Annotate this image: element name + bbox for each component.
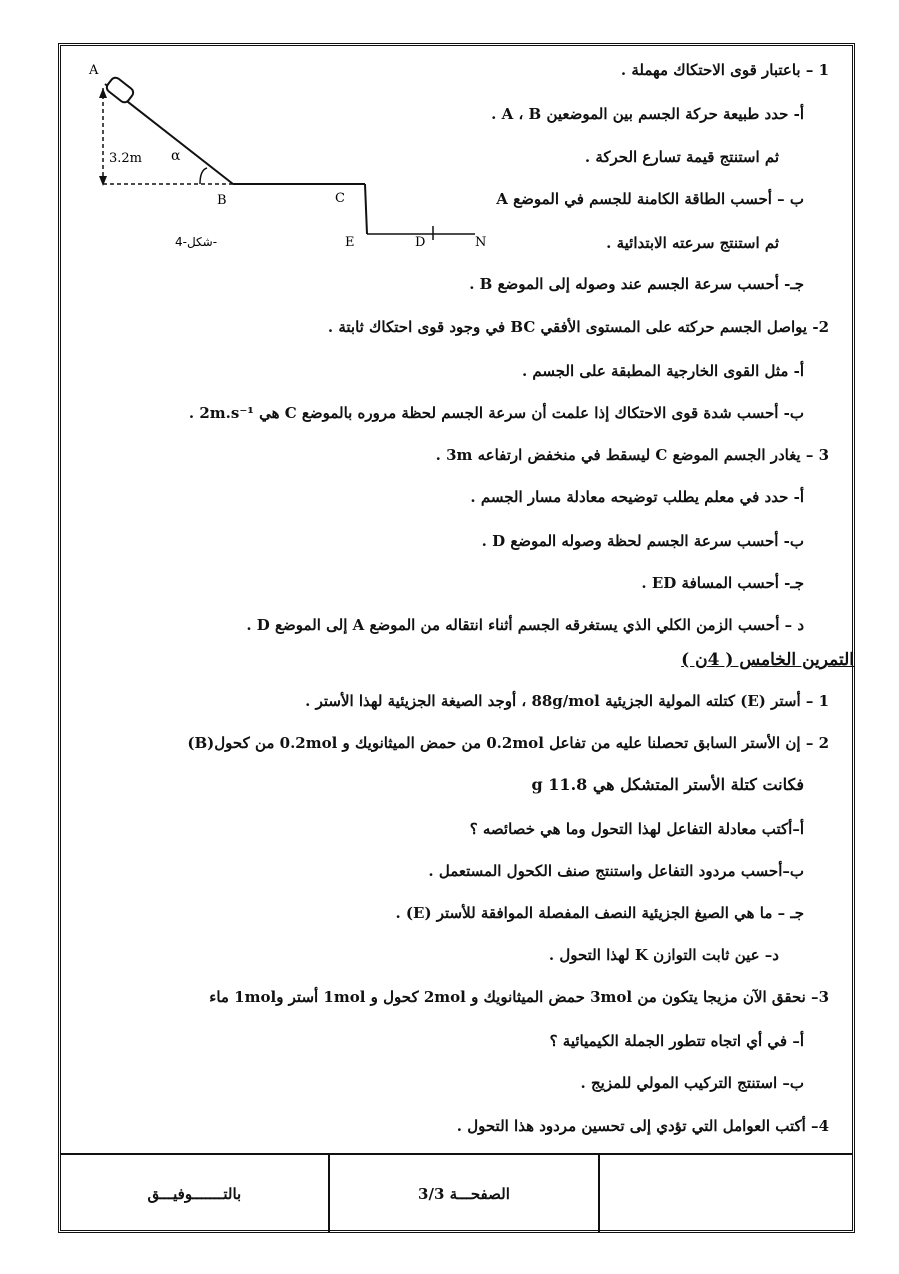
ex5-q2: 2 – إن الأستر السابق تحصلنا عليه من تفاعل 0.2mol من حمض الميثانويك و 0.2mol من كحول(B) [187, 734, 829, 752]
q3c: جـ- أحسب المسافة ED . [641, 574, 804, 592]
label-alpha: α [171, 148, 181, 164]
angle-arc [200, 168, 207, 184]
q1c: جـ- أحسب سرعة الجسم عند وصوله إلى الموضع B . [469, 275, 804, 293]
ex5-q3a: أ– في أي اتجاه تتطور الجملة الكيميائية ؟ [549, 1032, 804, 1050]
q3b: ب- أحسب سرعة الجسم لحظة وصوله الموضع D . [481, 532, 804, 550]
q1-header: 1 – باعتبار قوى الاحتكاك مهملة . [620, 61, 829, 79]
ex5-q3b: ب– استنتج التركيب المولي للمزيج . [580, 1074, 804, 1092]
ex5-q2a: أ–أكتب معادلة التفاعل لهذا التحول وما هي خصائصه ؟ [469, 820, 804, 838]
label-a: A [89, 63, 99, 78]
q3a: أ- حدد في معلم يطلب توضيحه معادلة مسار الجسم . [470, 488, 804, 506]
ex5-q3: 3– نحقق الآن مزيجا يتكون من 3mol حمض الميثانويك و 2mol كحول و 1mol أستر و1mol ماء [209, 988, 829, 1006]
footer-closing: بالتـــــــوفيـــق [147, 1184, 242, 1203]
inclined-plane-figure [85, 58, 505, 258]
section-title: التمرين الخامس ( 4ن ) [681, 650, 854, 670]
ex5-q2b: ب–أحسب مردود التفاعل واستنتج صنف الكحول المستعمل . [428, 862, 804, 880]
label-height: 3.2m [109, 151, 143, 166]
label-n: N [475, 235, 487, 250]
ex5-q2-mass: فكانت كتلة الأستر المتشكل هي 11.8 g [531, 775, 804, 794]
q3-header: 3 – يغادر الجسم الموضع C ليسقط في منخفض ارتفاعه 3m . [435, 446, 829, 464]
q3d: د – أحسب الزمن الكلي الذي يستغرقه الجسم أثناء انتقاله من الموضع A إلى الموضع D . [246, 616, 804, 634]
footer-blank [598, 1155, 852, 1232]
ex5-q4: 4– أكتب العوامل التي تؤدي إلى تحسين مردود هذا التحول . [456, 1117, 829, 1135]
footer-table [61, 1153, 852, 1232]
q2-header: 2- يواصل الجسم حركته على المستوى الأفقي BC في وجود قوى احتكاك ثابتة . [327, 318, 829, 336]
q2a: أ- مثل القوى الخارجية المطبقة على الجسم . [521, 362, 804, 380]
q1b: ب – أحسب الطاقة الكامنة للجسم في الموضع A [496, 190, 804, 208]
label-c: C [335, 191, 345, 206]
label-e: E [345, 235, 355, 250]
block-shape [105, 76, 135, 105]
drop-line [365, 184, 367, 234]
ex5-q1: 1 – أستر (E) كتلته المولية الجزيئية 88g/mol ، أوجد الصيغة الجزيئية لهذا الأستر . [305, 692, 829, 710]
footer-page: الصفحـــة 3/3 [328, 1155, 599, 1232]
arrow-up-icon [99, 88, 107, 98]
figure-caption: شكل-4- [175, 235, 218, 249]
ex5-q2c: جـ – ما هي الصيغ الجزيئية النصف المفصلة الموافقة للأستر (E) . [395, 904, 804, 922]
q1a: أ- حدد طبيعة حركة الجسم بين الموضعين A ، B . [491, 105, 804, 123]
q1b-2: ثم استنتج سرعته الابتدائية . [606, 234, 779, 252]
q2b: ب- أحسب شدة قوى الاحتكاك إذا علمت أن سرعة الجسم لحظة مروره بالموضع C هي 2m.s⁻¹ . [188, 404, 804, 422]
label-b: B [217, 193, 227, 208]
q1a-2: ثم استنتج قيمة تسارع الحركة . [584, 148, 779, 166]
ex5-q2d: د– عين ثابت التوازن K لهذا التحول . [548, 946, 779, 964]
label-d: D [415, 235, 426, 250]
